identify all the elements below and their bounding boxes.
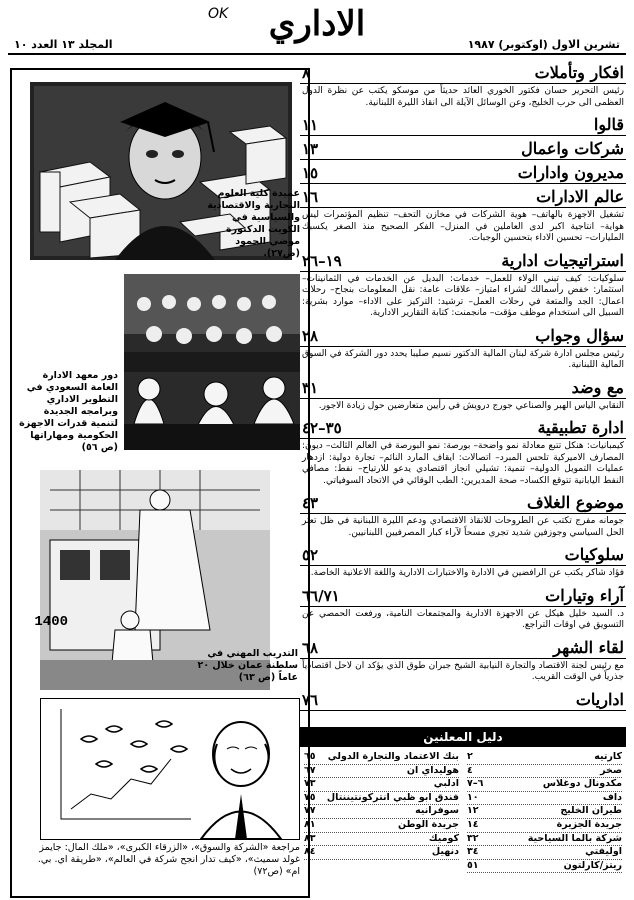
toc-section-title: آراء وتيارات xyxy=(545,585,624,605)
advertiser-page: ٧٣ xyxy=(304,778,316,790)
advertisers-index xyxy=(300,727,626,873)
toc-section-summary: جومانه مفرج تكتب عن الطروحات للانقاذ الاقتصادي ودعم الليرة اللبنانية في ظل تعثر الحل السياسي وجوزفين شديد تجري مسحاً لآراء كبار المصرفيين اللبنانيين. xyxy=(302,516,624,538)
toc-entry xyxy=(300,250,626,323)
toc-section-title: قالوا xyxy=(593,115,624,134)
advertiser-name: فندق ابو ظبي انتركونتيننتال xyxy=(326,791,459,803)
toc-page-number: ١١ xyxy=(302,116,319,134)
toc-section-title: سلوكيات xyxy=(564,545,624,564)
advertiser-row xyxy=(467,751,622,765)
advertisers-title: دليل المعلنين xyxy=(300,727,626,747)
advertiser-page: ١٤ xyxy=(467,818,479,830)
advertiser-name: مكدونال دوغلاس xyxy=(542,778,622,790)
advertiser-page: ٥١ xyxy=(467,859,479,871)
toc-entry xyxy=(300,138,626,160)
advertiser-page: ٧٧ xyxy=(304,805,316,817)
advertiser-page: ١٢ xyxy=(467,805,479,817)
toc-section-summary: فؤاد شاكر يكتب عن الرافضين في الادارة والاختبارات الادارية واللغة الاعلانية الخاصة. xyxy=(310,568,624,578)
advertiser-name: دنهيل xyxy=(431,846,459,858)
toc-section-title: ادارة تطبيقية xyxy=(537,418,624,437)
toc-section-title: افكار وتأملات xyxy=(534,63,624,82)
toc-section-summary: كيمبانيات: هنكل تتبع معادلة نمو واضحة– بورصة: نمو البورصة في العالم الثالث– ديون: المصارف الاميركية تلحس المبرد– اتصالات: ايقاف المارد النائم– تجارة دولية: ازدهار عمليات التمويل الدولية– تنمية: تشيلي انجاز اقتصادي يدعو للارتياح– نفط: مصافي النفط اليابانية تتوقع الكساد– صحة المديرين: الطب الوقائي في الاتحاد السوفياتي. xyxy=(302,441,624,486)
advertiser-row xyxy=(467,860,622,874)
toc-page-number: ٦٦/٧١ xyxy=(302,586,340,605)
advertiser-page: ٣٢ xyxy=(467,832,479,844)
toc-page-number: ٧٦ xyxy=(302,690,319,709)
advertiser-name: ادلبي xyxy=(433,778,459,790)
advertiser-page: ١٠ xyxy=(467,791,479,803)
toc-entry xyxy=(300,114,626,136)
caption-cartoon: مراجعة «الشركة والسوق»، «الزرقاء الكبرى»، «ملك المال: جايمز غولد سميث»، «كيف تدار انجح شركة في العالم»، «طريقة اي. بي. ام» (ص٧٢) xyxy=(37,842,300,877)
conference-photo xyxy=(124,274,300,450)
toc-entry-header xyxy=(300,114,626,136)
advertiser-row xyxy=(304,778,459,792)
cartoon-illustration xyxy=(41,699,299,839)
advertisers-column-left xyxy=(300,751,463,873)
toc-entry xyxy=(300,417,626,490)
toc-section-title: لقاء الشهر xyxy=(553,637,624,657)
toc-entry-header xyxy=(300,585,626,607)
advertiser-name: داف xyxy=(602,791,622,803)
toc-page-number: ١٣ xyxy=(302,140,319,158)
advertiser-row xyxy=(304,846,459,860)
toc-section-title: اداريات xyxy=(575,689,624,709)
toc-entry-header xyxy=(300,417,626,439)
page-header xyxy=(8,4,626,56)
toc-entry-header xyxy=(300,544,626,566)
toc-entry-header xyxy=(300,62,626,84)
masthead-logo: الاداري xyxy=(268,4,366,44)
toc-entry-header xyxy=(300,186,626,208)
advertiser-name: كوميك xyxy=(428,832,459,844)
toc-entry-header xyxy=(300,377,626,399)
advertiser-row xyxy=(467,778,622,792)
toc-section-title: استراتيجيات ادارية xyxy=(501,250,624,270)
advertiser-row xyxy=(304,833,459,847)
toc-section-summary: مع رئيس لجنة الاقتصاد والتجارة النيابية الشيخ جبران طوق الذي يؤكد ان لاحل اقتصادياً جذرياً في الوقت القريب. xyxy=(302,660,624,682)
advertiser-row xyxy=(467,819,622,833)
toc-entry-header xyxy=(300,325,626,347)
toc-page-number: ٣٥–٤٢ xyxy=(302,419,342,437)
toc-section-title: شركات واعمال xyxy=(521,139,624,158)
toc-section-title: عالم الادارات xyxy=(536,187,624,206)
illustrations-column xyxy=(10,68,310,898)
advertisers-column-right xyxy=(463,751,626,873)
toc-entry-header xyxy=(300,162,626,184)
toc-entry xyxy=(300,377,626,416)
toc-entry-header xyxy=(300,637,626,659)
advertiser-page: ٣٤ xyxy=(467,846,479,858)
advertiser-name: شركة بالما السياحية xyxy=(527,832,622,844)
toc-section-title: مديرون وادارات xyxy=(517,163,624,182)
cartoon-reader xyxy=(40,698,300,840)
advertiser-page: ٦٧ xyxy=(304,764,316,776)
advertiser-row xyxy=(304,805,459,819)
toc-page-number: ١٩–٢٦ xyxy=(302,251,342,270)
toc-section-summary: تشغيل الاجهزة بالهاتف– هوية الشركات في مخازن التحف– تنظيم المؤتمرات ليس هواية– انتاجية اكبر لدى العاملين في المنزل– الفكر الصحيح منذ الصغر يكسبك المليارات– تحسين الاداء بتحسين الوجبات. xyxy=(302,210,624,243)
toc-section-summary: سلوكيات: كيف تبني الولاء للعمل– خدمات: البديل عن الخدمات في الثمانينات– استثمار: خفض رأسمالك لشراء امتياز– علاقات عامة: نقل المعلومات بنجاح– رحلات اعمال: الجد والمتعة في رحلات العمل– ترشيد: التركيز على الاداء– موارد بشرية: السبيل الى استخدام موظف مؤقت– مانجمنت: كتابة التقارير الادارية. xyxy=(302,273,624,318)
toc-entry-header xyxy=(300,689,626,711)
advertiser-row xyxy=(467,792,622,806)
handwritten-mark: OK xyxy=(208,6,229,22)
advertiser-page: ٧٥ xyxy=(304,791,316,803)
toc-entry xyxy=(300,585,626,635)
advertiser-page: ٢ xyxy=(467,751,473,762)
advertiser-name: ريتز/كارلتون xyxy=(563,859,622,871)
toc-page-number: ٥٢ xyxy=(302,546,319,564)
caption-institute: دور معهد الادارة العامة السعودي في التطوير الاداري وبرامجه الجديدة لتنمية قدرات الاجهزة الحكومية ومهاراتها (ص ٥٦) xyxy=(19,370,118,453)
toc-entry xyxy=(300,325,626,375)
advertiser-page: ٨١ xyxy=(304,818,316,830)
toc-entry xyxy=(300,689,626,711)
caption-dean: عميدة كلية العلوم التجارية والاقتصادية والسياسية في الكويت الدكتورة موضي الحمود (ص٢٧). xyxy=(207,188,300,259)
advertiser-row xyxy=(304,819,459,833)
advertiser-name: اوليفتي xyxy=(585,846,622,858)
toc-page-number: ٤٣ xyxy=(302,494,319,512)
toc-entry xyxy=(300,162,626,184)
toc-entry-header xyxy=(300,138,626,160)
advertiser-name: جريدة الجزيرة xyxy=(556,818,622,830)
toc-entry-header xyxy=(300,492,626,514)
toc-entry xyxy=(300,62,626,112)
advertiser-name: جريدة الوطن xyxy=(397,818,459,830)
advertiser-page: ٦٥ xyxy=(304,751,316,762)
toc-entry xyxy=(300,637,626,687)
advertiser-row xyxy=(467,765,622,779)
photo-institute xyxy=(124,274,300,450)
advertiser-page: ٦–٧ xyxy=(467,778,484,790)
advertiser-name: سوفرانيه xyxy=(415,805,459,817)
advertiser-page: ٨٣ xyxy=(304,832,316,844)
toc-section-title: موضوع الغلاف xyxy=(527,493,624,512)
advertiser-name: طيران الخليج xyxy=(560,805,622,817)
lab-sign-number: 1400 xyxy=(34,614,68,630)
toc-page-number: ٣١ xyxy=(302,378,319,397)
toc-page-number: ٨ xyxy=(302,64,311,82)
advertiser-row xyxy=(467,846,622,860)
toc-page-number: ٦٨ xyxy=(302,638,319,657)
toc-page-number: ١٥ xyxy=(302,164,319,182)
toc-entry xyxy=(300,186,626,248)
advertiser-row xyxy=(467,833,622,847)
advertiser-row xyxy=(304,792,459,806)
toc-section-summary: رئيس التحرير حسان فكتور الخوري العائد حديثاً من موسكو يكتب عن نظرة الدول العظمى الى حرب الخليج، وعن الوسائل الآيلة الى انقاذ الليرة اللبنانية. xyxy=(302,86,624,108)
header-rule xyxy=(8,53,626,55)
toc-entry xyxy=(300,492,626,542)
advertiser-row xyxy=(304,765,459,779)
advertiser-name: هوليداي ان xyxy=(406,764,459,776)
advertiser-name: كارتيه xyxy=(594,751,622,762)
advertiser-name: صخر xyxy=(600,764,622,776)
toc-section-summary: النقابي الياس الهبر والصناعي جورج درويش في رأيين متعارضين حول زيادة الاجور. xyxy=(318,400,624,411)
advertiser-name: بنك الاعتماد والتجارة الدولي xyxy=(327,751,459,762)
advertiser-row xyxy=(304,751,459,765)
advertiser-row xyxy=(467,805,622,819)
toc-section-title: مع وضد xyxy=(571,377,624,397)
toc-section-title: سؤال وجواب xyxy=(535,325,624,345)
issue-date: تشرين الاول (اوكتوبر) ١٩٨٧ xyxy=(467,38,620,51)
table-of-contents xyxy=(300,62,626,713)
caption-training: التدريب المهني في سلطنة عمان خلال ٢٠ عاماً (ص ٦٣) xyxy=(197,648,298,683)
toc-entry-header xyxy=(300,250,626,272)
advertiser-page: ٤ xyxy=(467,764,473,776)
toc-entry xyxy=(300,544,626,583)
advertiser-page: ٨٤ xyxy=(304,846,316,858)
toc-section-summary: رئيس مجلس ادارة شركة لبنان المالية الدكتور نسيم صليبا يحدد دور الشركة في السوق المالية اللبنانية. xyxy=(302,348,624,370)
toc-page-number: ٢٨ xyxy=(302,326,319,345)
toc-page-number: ١٦ xyxy=(302,188,319,206)
toc-section-summary: د. السيد خليل هيكل عن الاجهزة الادارية والمجتمعات النامية، ورفعت الحمصي عن التسويق في اوقات التراجع. xyxy=(302,608,624,630)
issue-volume: المجلد ١٣ العدد ١٠ xyxy=(14,38,113,51)
